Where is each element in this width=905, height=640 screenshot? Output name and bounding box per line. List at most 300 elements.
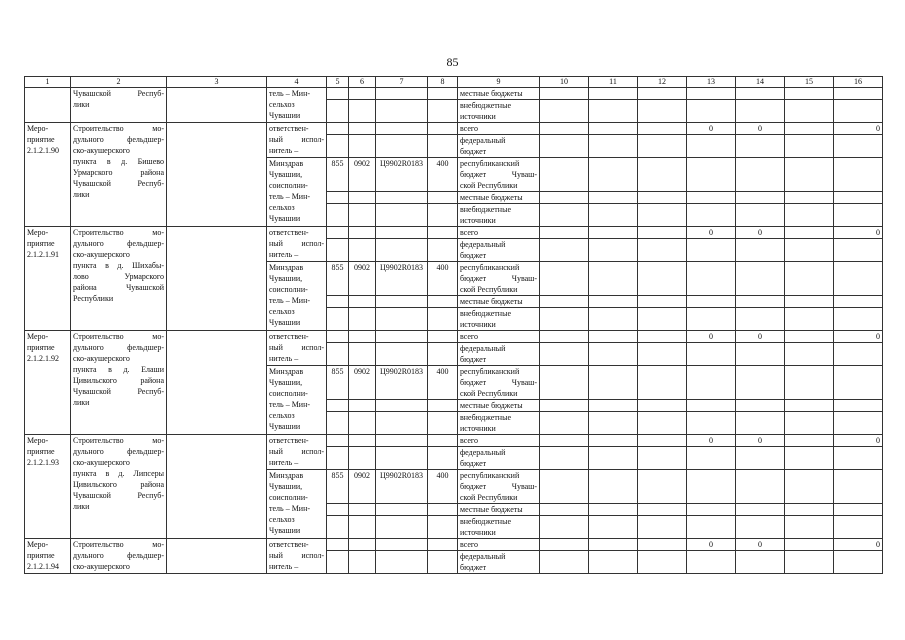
expense-type-code: 400 — [428, 470, 458, 504]
empty-cell — [834, 412, 883, 435]
empty-cell — [638, 204, 687, 227]
empty-cell — [687, 470, 736, 504]
empty-cell — [785, 262, 834, 296]
empty-cell — [638, 447, 687, 470]
empty-cell — [589, 400, 638, 412]
event-description-line: Цивильского района — [73, 480, 164, 489]
empty-cell — [428, 400, 458, 412]
event-description-line: дульного фельдшер- — [73, 343, 164, 352]
responsible-executor-line: ный испол- — [269, 343, 324, 352]
empty-cell — [167, 123, 267, 227]
empty-cell — [638, 308, 687, 331]
empty-cell — [834, 296, 883, 308]
empty-cell — [376, 447, 428, 470]
responsible-executor — [267, 158, 327, 227]
table-row — [25, 435, 883, 447]
funding-source: всего — [458, 331, 540, 343]
empty-cell — [638, 516, 687, 539]
empty-cell — [736, 262, 785, 296]
responsible-executor-line: ный испол- — [269, 239, 324, 248]
empty-cell — [327, 539, 349, 551]
empty-cell — [327, 308, 349, 331]
empty-cell — [589, 239, 638, 262]
event-number — [25, 435, 71, 539]
event-number — [25, 539, 71, 574]
empty-cell — [376, 135, 428, 158]
funding-source-line: федеральный — [460, 136, 506, 145]
event-description-line: Строительство мо- — [73, 332, 164, 341]
empty-cell — [376, 192, 428, 204]
empty-cell — [349, 123, 376, 135]
event-description — [71, 539, 167, 574]
empty-cell — [349, 331, 376, 343]
empty-cell — [327, 435, 349, 447]
event-number — [25, 331, 71, 435]
funding-source-line: федеральный — [460, 344, 506, 353]
empty-cell — [589, 308, 638, 331]
empty-cell — [589, 123, 638, 135]
responsible-executor — [267, 123, 327, 158]
column-header-8: 8 — [428, 77, 458, 88]
empty-cell — [376, 100, 428, 123]
column-header-11: 11 — [589, 77, 638, 88]
event-description-line: дульного фельдшер- — [73, 447, 164, 456]
funding-source — [458, 366, 540, 400]
empty-cell — [589, 539, 638, 551]
empty-cell — [540, 516, 589, 539]
empty-cell — [687, 88, 736, 100]
empty-cell — [785, 192, 834, 204]
funding-source — [458, 158, 540, 192]
page-number: 85 — [446, 55, 459, 69]
empty-cell — [428, 539, 458, 551]
empty-cell — [376, 88, 428, 100]
empty-cell — [349, 308, 376, 331]
empty-cell — [834, 100, 883, 123]
column-header-5: 5 — [327, 77, 349, 88]
event-description-line: пункта в д. Шихабы- — [73, 261, 164, 270]
event-description-line: ско-акушерского — [73, 458, 130, 467]
empty-cell — [736, 447, 785, 470]
empty-cell — [376, 308, 428, 331]
empty-cell — [327, 343, 349, 366]
responsible-executor-line: Чувашии, — [269, 378, 303, 387]
empty-cell — [687, 135, 736, 158]
column-header-14: 14 — [736, 77, 785, 88]
empty-cell — [589, 447, 638, 470]
event-description-line: Строительство мо- — [73, 124, 164, 133]
amount-value: 0 — [736, 539, 785, 551]
empty-cell — [589, 331, 638, 343]
funding-source — [458, 135, 540, 158]
funding-source-line: федеральный — [460, 240, 506, 249]
funding-source-line: ской Республики — [460, 181, 518, 190]
empty-cell — [736, 100, 785, 123]
funding-source-line: федеральный — [460, 552, 506, 561]
empty-cell — [327, 135, 349, 158]
empty-cell — [736, 366, 785, 400]
event-number-line: приятие — [27, 343, 55, 352]
empty-cell — [540, 504, 589, 516]
empty-cell — [834, 192, 883, 204]
empty-cell — [589, 516, 638, 539]
funding-source: всего — [458, 123, 540, 135]
empty-cell — [327, 400, 349, 412]
expense-type-code: 400 — [428, 158, 458, 192]
empty-cell — [589, 504, 638, 516]
empty-cell — [327, 239, 349, 262]
empty-cell — [785, 504, 834, 516]
empty-cell — [736, 516, 785, 539]
empty-cell — [428, 331, 458, 343]
event-description-line: Строительство мо- — [73, 436, 164, 445]
funding-source — [458, 100, 540, 123]
empty-cell — [736, 400, 785, 412]
section-code: 0902 — [349, 158, 376, 192]
empty-cell — [327, 504, 349, 516]
target-article-code: Ц9902R0183 — [376, 262, 428, 296]
empty-cell — [428, 412, 458, 435]
empty-cell — [540, 262, 589, 296]
empty-cell — [349, 296, 376, 308]
funding-source-line: внебюджетные — [460, 517, 511, 526]
empty-cell — [834, 400, 883, 412]
empty-cell — [687, 516, 736, 539]
empty-cell — [349, 100, 376, 123]
column-header-3: 3 — [167, 77, 267, 88]
funding-source-line: источники — [460, 528, 496, 537]
responsible-executor-line: сельхоз — [269, 100, 295, 109]
empty-cell — [540, 539, 589, 551]
event-number — [25, 227, 71, 331]
empty-cell — [540, 308, 589, 331]
target-article-code: Ц9902R0183 — [376, 366, 428, 400]
empty-cell — [589, 262, 638, 296]
empty-cell — [834, 447, 883, 470]
empty-cell — [428, 504, 458, 516]
empty-cell — [428, 192, 458, 204]
empty-cell — [540, 204, 589, 227]
expense-type-code: 400 — [428, 366, 458, 400]
empty-cell — [428, 447, 458, 470]
empty-cell — [327, 551, 349, 574]
funding-source-line: федеральный — [460, 448, 506, 457]
empty-cell — [428, 343, 458, 366]
empty-cell — [167, 539, 267, 574]
responsible-executor-line: ответствен- — [269, 540, 309, 549]
event-description-line: лики — [73, 398, 90, 407]
event-number-line: 2.1.2.1.91 — [27, 250, 59, 259]
empty-cell — [638, 504, 687, 516]
empty-cell — [349, 504, 376, 516]
responsible-executor — [267, 227, 327, 262]
responsible-executor-line: сельхоз — [269, 203, 295, 212]
empty-cell — [540, 470, 589, 504]
empty-cell — [687, 343, 736, 366]
empty-cell — [785, 343, 834, 366]
empty-cell — [540, 296, 589, 308]
event-description-line: Чувашской Респуб- — [73, 387, 164, 396]
empty-cell — [589, 366, 638, 400]
empty-cell — [376, 123, 428, 135]
empty-cell — [167, 435, 267, 539]
event-number-line: Меро- — [27, 332, 49, 341]
empty-cell — [736, 504, 785, 516]
event-description-line: Чувашской Респуб- — [73, 89, 164, 98]
event-description-line: ско-акушерского — [73, 354, 130, 363]
amount-value: 0 — [834, 227, 883, 239]
empty-cell — [638, 435, 687, 447]
event-description-line: Цивильского района — [73, 376, 164, 385]
empty-cell — [785, 516, 834, 539]
empty-cell — [638, 331, 687, 343]
empty-cell — [540, 100, 589, 123]
responsible-executor — [267, 539, 327, 574]
funding-source — [458, 308, 540, 331]
funding-source-line: ской Республики — [460, 285, 518, 294]
empty-cell — [428, 308, 458, 331]
amount-value: 0 — [736, 331, 785, 343]
empty-cell — [428, 296, 458, 308]
empty-cell — [327, 412, 349, 435]
empty-cell — [540, 551, 589, 574]
empty-cell — [687, 400, 736, 412]
grbs-code: 855 — [327, 262, 349, 296]
empty-cell — [376, 227, 428, 239]
column-header-9: 9 — [458, 77, 540, 88]
funding-source: всего — [458, 435, 540, 447]
empty-cell — [327, 88, 349, 100]
funding-source — [458, 470, 540, 504]
target-article-code: Ц9902R0183 — [376, 470, 428, 504]
funding-source-line: бюджет Чуваш- — [460, 482, 537, 491]
funding-source — [458, 551, 540, 574]
empty-cell — [589, 470, 638, 504]
responsible-executor-line: сельхоз — [269, 515, 295, 524]
empty-cell — [167, 88, 267, 123]
amount-value: 0 — [834, 539, 883, 551]
empty-cell — [589, 343, 638, 366]
empty-cell — [327, 331, 349, 343]
empty-cell — [376, 400, 428, 412]
table-row — [25, 331, 883, 343]
empty-cell — [540, 88, 589, 100]
event-number-line: 2.1.2.1.94 — [27, 562, 59, 571]
event-number-line: 2.1.2.1.92 — [27, 354, 59, 363]
responsible-executor — [267, 366, 327, 435]
column-header-12: 12 — [638, 77, 687, 88]
funding-source — [458, 204, 540, 227]
empty-cell — [785, 158, 834, 192]
empty-cell — [428, 551, 458, 574]
empty-cell — [785, 539, 834, 551]
responsible-executor-line: ответствен- — [269, 124, 309, 133]
empty-cell — [687, 158, 736, 192]
amount-value: 0 — [736, 227, 785, 239]
column-header-6: 6 — [349, 77, 376, 88]
amount-value: 0 — [687, 123, 736, 135]
empty-cell — [540, 331, 589, 343]
funding-source — [458, 239, 540, 262]
empty-cell — [428, 435, 458, 447]
empty-cell — [349, 400, 376, 412]
empty-cell — [349, 343, 376, 366]
section-code: 0902 — [349, 470, 376, 504]
responsible-executor-line: сельхоз — [269, 411, 295, 420]
empty-cell — [540, 366, 589, 400]
empty-cell — [540, 227, 589, 239]
empty-cell — [327, 123, 349, 135]
empty-cell — [349, 204, 376, 227]
table-row — [25, 227, 883, 239]
empty-cell — [540, 239, 589, 262]
column-header-16: 16 — [834, 77, 883, 88]
empty-cell — [736, 239, 785, 262]
event-description-line: района Чувашской — [73, 283, 164, 292]
empty-cell — [428, 100, 458, 123]
empty-cell — [540, 135, 589, 158]
event-description — [71, 435, 167, 539]
event-number-line: Меро- — [27, 124, 49, 133]
responsible-executor-line: соисполни- — [269, 285, 308, 294]
empty-cell — [785, 435, 834, 447]
empty-cell — [638, 100, 687, 123]
event-number-line: 2.1.2.1.90 — [27, 146, 59, 155]
column-header-15: 15 — [785, 77, 834, 88]
responsible-executor-line: сельхоз — [269, 307, 295, 316]
funding-source: местные бюджеты — [458, 88, 540, 100]
empty-cell — [638, 539, 687, 551]
event-description-line: дульного фельдшер- — [73, 551, 164, 560]
table-row — [25, 88, 883, 100]
responsible-executor-line: Чувашии, — [269, 274, 303, 283]
responsible-executor — [267, 435, 327, 470]
responsible-executor-line: Минздрав — [269, 159, 304, 168]
responsible-executor-line: Минздрав — [269, 471, 304, 480]
funding-source-line: источники — [460, 424, 496, 433]
event-description-line: ско-акушерского — [73, 562, 130, 571]
empty-cell — [785, 366, 834, 400]
grbs-code: 855 — [327, 158, 349, 192]
empty-cell — [327, 447, 349, 470]
responsible-executor-line: Чувашии — [269, 111, 301, 120]
column-header-13: 13 — [687, 77, 736, 88]
empty-cell — [349, 516, 376, 539]
empty-cell — [638, 412, 687, 435]
empty-cell — [327, 100, 349, 123]
empty-cell — [687, 204, 736, 227]
event-number-line: приятие — [27, 135, 55, 144]
empty-cell — [589, 435, 638, 447]
funding-source-line: бюджет Чуваш- — [460, 274, 537, 283]
empty-cell — [376, 296, 428, 308]
empty-cell — [834, 204, 883, 227]
empty-cell — [638, 262, 687, 296]
responsible-executor-line: нитель – — [269, 458, 299, 467]
empty-cell — [376, 331, 428, 343]
event-description-line: ско-акушерского — [73, 146, 130, 155]
empty-cell — [638, 123, 687, 135]
empty-cell — [589, 296, 638, 308]
empty-cell — [736, 296, 785, 308]
column-header-7: 7 — [376, 77, 428, 88]
empty-cell — [687, 412, 736, 435]
event-number-line: Меро- — [27, 436, 49, 445]
event-description-line: лики — [73, 190, 90, 199]
funding-source-line: источники — [460, 112, 496, 121]
amount-value: 0 — [834, 435, 883, 447]
empty-cell — [376, 412, 428, 435]
responsible-executor-line: соисполни- — [269, 493, 308, 502]
responsible-executor-line: нитель – — [269, 250, 299, 259]
empty-cell — [428, 239, 458, 262]
event-description-line: ско-акушерского — [73, 250, 130, 259]
empty-cell — [428, 88, 458, 100]
amount-value: 0 — [736, 435, 785, 447]
empty-cell — [638, 343, 687, 366]
empty-cell — [638, 227, 687, 239]
event-description — [71, 331, 167, 435]
empty-cell — [349, 435, 376, 447]
empty-cell — [376, 551, 428, 574]
empty-cell — [638, 400, 687, 412]
empty-cell — [785, 100, 834, 123]
event-description — [71, 88, 167, 123]
event-number-line: 2.1.2.1.93 — [27, 458, 59, 467]
empty-cell — [349, 412, 376, 435]
responsible-executor-line: тель – Мин- — [269, 296, 311, 305]
column-header-2: 2 — [71, 77, 167, 88]
funding-source: местные бюджеты — [458, 296, 540, 308]
funding-source-line: внебюджетные — [460, 205, 511, 214]
funding-source-line: республиканский — [460, 263, 520, 272]
event-number-line: Меро- — [27, 540, 49, 549]
empty-cell — [638, 551, 687, 574]
responsible-executor-line: Чувашии — [269, 214, 301, 223]
funding-source — [458, 447, 540, 470]
empty-cell — [327, 192, 349, 204]
empty-cell — [376, 204, 428, 227]
responsible-executor-line: ответствен- — [269, 332, 309, 341]
event-description-line: лики — [73, 100, 90, 109]
empty-cell — [327, 296, 349, 308]
empty-cell — [589, 135, 638, 158]
responsible-executor — [267, 331, 327, 366]
empty-cell — [834, 470, 883, 504]
empty-cell — [736, 470, 785, 504]
empty-cell — [376, 539, 428, 551]
responsible-executor-line: тель – Мин- — [269, 192, 311, 201]
empty-cell — [687, 308, 736, 331]
empty-cell — [638, 296, 687, 308]
empty-cell — [834, 239, 883, 262]
empty-cell — [834, 504, 883, 516]
empty-cell — [687, 447, 736, 470]
event-description — [71, 227, 167, 331]
event-number-line: приятие — [27, 239, 55, 248]
empty-cell — [327, 227, 349, 239]
amount-value: 0 — [736, 123, 785, 135]
empty-cell — [736, 158, 785, 192]
empty-cell — [327, 516, 349, 539]
funding-source-line: источники — [460, 320, 496, 329]
event-description-line: Строительство мо- — [73, 540, 164, 549]
responsible-executor-line: Чувашии — [269, 526, 301, 535]
event-description — [71, 123, 167, 227]
empty-cell — [589, 88, 638, 100]
responsible-executor-line: соисполни- — [269, 389, 308, 398]
amount-value: 0 — [687, 435, 736, 447]
